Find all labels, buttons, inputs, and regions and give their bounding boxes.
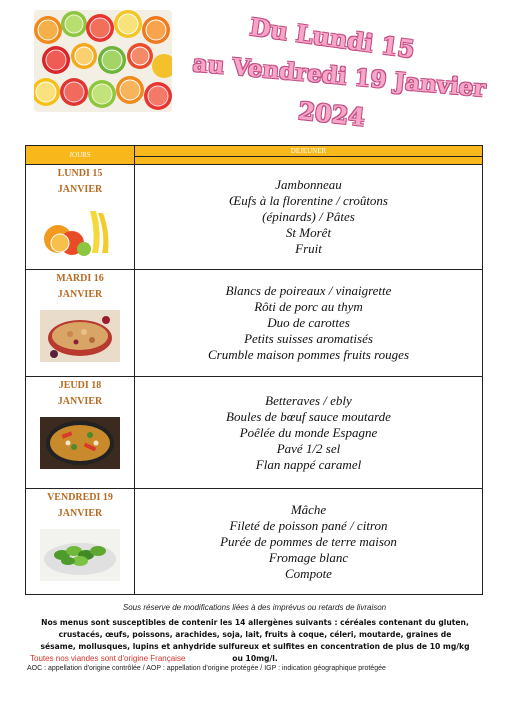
menu-cell <box>135 270 483 377</box>
allergens-note: Nos menus sont susceptibles de contenir les 14 allergènes suivants : céréales contenant du gluten, crustacés, œufs, poissons, arachides, soja, lait, fruits à coque, céleri, moutarde, graines de sésame, mollusques, lupins et anhydride sulfureux et sulfites en concentration de plus de 10 mg/kg ou 10mg/l. <box>40 618 470 663</box>
day-row <box>26 270 483 377</box>
dish: Œufs à la florentine / croûtons <box>229 193 388 208</box>
day-month: JANVIER <box>57 508 103 519</box>
day-month: JANVIER <box>57 184 103 195</box>
dish: Crumble maison pommes fruits rouges <box>207 347 410 362</box>
header-spacer <box>135 157 483 165</box>
dish: Fileté de poisson pané / citron <box>229 517 388 533</box>
day-row <box>26 377 483 489</box>
header-lunch: DEJEUNER <box>135 146 483 157</box>
labels-note: AOC : appellation d'origine contrôlée / AOP : appellation d'origine protégée / IGP : indication géographique protégée <box>27 665 386 672</box>
day-name: VENDREDI 19 <box>47 492 113 503</box>
salad-icon <box>40 529 120 581</box>
dish: Fruit <box>295 241 322 256</box>
dish: Poêlée du monde Espagne <box>239 424 378 440</box>
day-month: JANVIER <box>57 289 103 300</box>
dish: Duo de carottes <box>267 315 350 330</box>
day-name: JEUDI 18 <box>58 380 102 391</box>
paella-icon <box>40 417 120 469</box>
dish: Flan nappé caramel <box>255 456 362 472</box>
day-month: JANVIER <box>57 396 103 407</box>
dish: St Morêt <box>285 225 332 240</box>
dish: Betteraves / ebly <box>265 392 352 408</box>
crumble-icon <box>40 310 120 362</box>
dish: Pavé 1/2 sel <box>276 440 341 456</box>
reserve-note: Sous réserve de modifications liées à des imprévus ou retards de livraison <box>122 603 387 612</box>
dish: Blancs de poireaux / vinaigrette <box>225 283 392 298</box>
dish: Jambonneau <box>275 177 342 192</box>
day-row <box>26 489 483 595</box>
day-cell <box>26 270 135 377</box>
day-name: MARDI 16 <box>56 273 104 284</box>
title-line-2: au Vendredi 19 Janvier <box>191 50 487 103</box>
dish: Fromage blanc <box>268 549 349 565</box>
menu-cell <box>135 489 483 595</box>
title-line-1: Du Lundi 15 <box>247 12 417 64</box>
dish: Mâche <box>290 501 327 517</box>
menu-cell <box>135 377 483 489</box>
dish: Compote <box>285 565 332 581</box>
dish: (épinards) / Pâtes <box>262 209 355 224</box>
dish: Petits suisses aromatisés <box>244 331 373 346</box>
dish: Boules de bœuf sauce moutarde <box>226 408 391 424</box>
dish: Rôti de porc au thym <box>254 299 363 314</box>
header-days: JOURS <box>26 146 135 165</box>
day-row <box>26 165 483 270</box>
meat-origin-note: Toutes nos viandes sont d'origine Française <box>30 654 186 663</box>
title-line-3: 2024 <box>296 96 367 132</box>
day-cell <box>26 165 135 270</box>
day-cell <box>26 377 135 489</box>
day-name: LUNDI 15 <box>57 168 103 179</box>
citrus-fruits-image <box>34 10 172 112</box>
day-cell <box>26 489 135 595</box>
dish: Purée de pommes de terre maison <box>220 533 397 549</box>
menu-table <box>25 145 483 595</box>
menu-cell <box>135 165 483 270</box>
fruits-icon <box>40 205 120 257</box>
